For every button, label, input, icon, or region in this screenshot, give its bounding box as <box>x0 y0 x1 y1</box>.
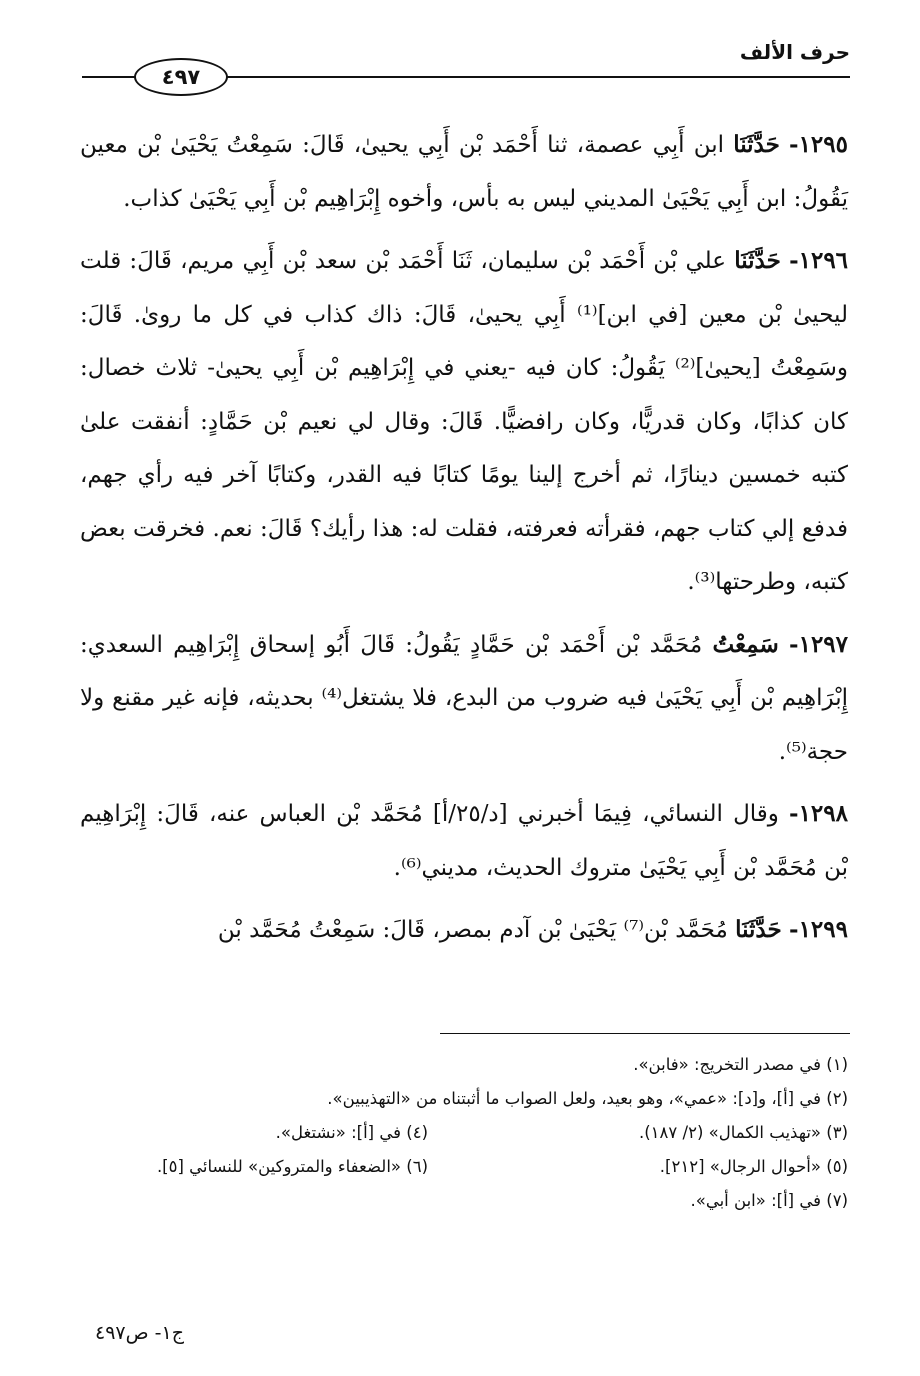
footnote-2: (٢) في [أ]، و[د]: «عمي»، وهو بعيد، ولعل الصواب ما أثبتناه من «التهذيبين». <box>327 1089 848 1108</box>
footnote-3: (٣) «تهذيب الكمال» (٢/ ١٨٧). <box>638 1123 848 1142</box>
entry-1295 <box>80 118 848 226</box>
entry-number: ١٢٩٩- <box>789 916 848 943</box>
entry-text: مُحَمَّد بْن أَحْمَد بْن حَمَّادٍ يَقُولُ: قَالَ أَبُو إسحاق إِبْرَاهِيم السعدي: إِبْرَاهِيم بْن أَبِي يَحْيَىٰ فيه ضروب من البدع، فلا يشتغل⁽⁴⁾ بحديثه، فإنه غير مقنع ولا حجة⁽⁵⁾. <box>80 631 848 765</box>
page-number-badge: ٤٩٧ <box>134 58 228 96</box>
entry-number: ١٢٩٦- <box>789 247 849 274</box>
entry-1296 <box>80 234 848 610</box>
entry-text: ابن أَبِي عصمة، ثنا أَحْمَد بْن أَبِي يحيىٰ، قَالَ: سَمِعْتُ يَحْيَىٰ بْن معين يَقُولُ: ابن أَبِي يَحْيَىٰ المديني ليس به بأس، وأخوه إِبْرَاهِيم بْن أَبِي يَحْيَىٰ كذاب. <box>80 132 848 212</box>
entry-number: ١٢٩٨- <box>789 800 848 827</box>
entry-1297 <box>80 618 848 780</box>
entry-keyword: حَدَّثَنَا <box>734 247 781 274</box>
footnote-7: (٧) في [أ]: «ابن أبي». <box>690 1191 848 1210</box>
footnote-row <box>80 1116 848 1150</box>
footnote-4: (٤) في [أ]: «نشتغل». <box>275 1123 428 1142</box>
footnote-row <box>80 1150 848 1184</box>
page-reference: ج١- ص٤٩٧ <box>95 1322 184 1344</box>
entry-1299 <box>80 903 848 958</box>
entry-keyword: حَدَّثَنَا <box>735 916 782 943</box>
footnote-5: (٥) «أحوال الرجال» [٢١٢]. <box>659 1157 848 1176</box>
footnote-1: (١) في مصدر التخريج: «فابن». <box>633 1055 848 1074</box>
footnote-6: (٦) «الضعفاء والمتروكين» للنسائي [٥]. <box>156 1157 428 1176</box>
chapter-title: حرف الألف <box>739 40 850 64</box>
entry-text: علي بْن أَحْمَد بْن سليمان، ثَنَا أَحْمَد بْن سعد بْن أَبِي مريم، قَالَ: قلت ليحيىٰ بْن معين [في ابن]⁽¹⁾ أَبِي يحيىٰ، قَالَ: ذاك كذاب في كل ما روىٰ. قَالَ: وسَمِعْتُ [يحيىٰ]⁽²⁾ يَقُولُ: كان فيه -يعني في إِبْرَاهِيم بْن أَبِي يحيىٰ- ثلاث خصال: كان كذابًا، وكان قدريًّا، وكان رافضيًّا. قَالَ: وقال لي نعيم بْن حَمَّادٍ: أنفقت علىٰ كتبه خمسين دينارًا، ثم أخرج إلينا يومًا كتابًا فيه القدر، وكتابًا آخر فيه رأي جهم، فدفع إلي كتاب جهم، فقرأته فعرفته، فقلت له: هذا رأيك؟ قَالَ: نعم. فخرقت بعض كتبه، وطرحتها⁽³⁾. <box>80 248 849 595</box>
main-text <box>80 118 848 966</box>
entry-1298 <box>80 787 848 895</box>
entry-keyword: حَدَّثَنَا <box>733 131 780 158</box>
entry-text: وقال النسائي، فِيمَا أخبرني [د/٢٥/أ] مُحَمَّد بْن العباس عنه، قَالَ: إِبْرَاهِيم بْن مُحَمَّد بْن أَبِي يَحْيَىٰ متروك الحديث، مديني⁽⁶⁾. <box>80 801 848 881</box>
footnotes <box>80 1048 848 1218</box>
entry-number: ١٢٩٧- <box>789 630 849 658</box>
entry-keyword: سَمِعْتُ <box>712 630 779 658</box>
entry-text: مُحَمَّد بْن⁽⁷⁾ يَحْيَىٰ بْن آدم بمصر، قَالَ: سَمِعْتُ مُحَمَّد بْن <box>217 917 728 943</box>
footnote-separator <box>440 1033 850 1034</box>
entry-number: ١٢٩٥- <box>789 131 848 158</box>
